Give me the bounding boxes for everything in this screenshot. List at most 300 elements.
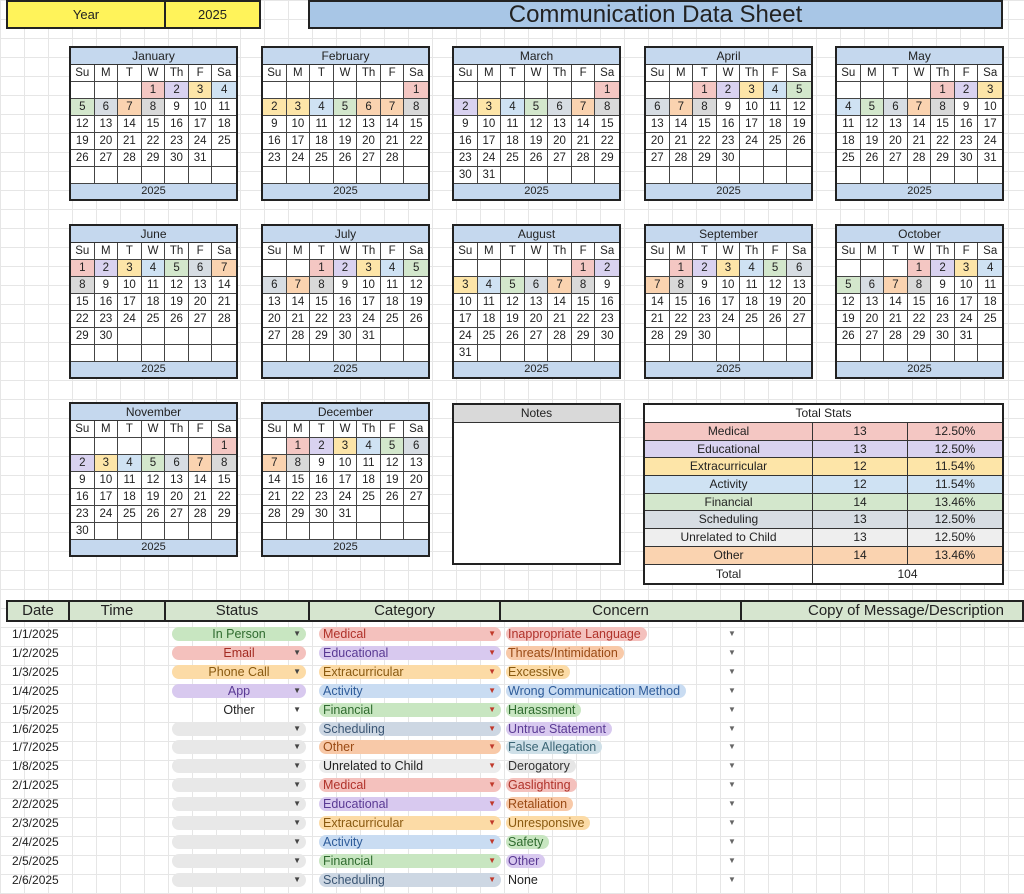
day-cell[interactable]: 24: [357, 311, 381, 328]
day-cell[interactable]: 19: [142, 489, 166, 506]
day-cell[interactable]: 9: [717, 99, 741, 116]
day-cell[interactable]: 28: [548, 328, 572, 345]
day-cell[interactable]: 10: [478, 116, 502, 133]
day-cell[interactable]: 5: [525, 99, 549, 116]
day-cell[interactable]: 2: [95, 260, 119, 277]
day-cell[interactable]: 18: [310, 133, 334, 150]
category-dropdown[interactable]: [319, 778, 501, 792]
day-cell[interactable]: 12: [71, 116, 95, 133]
day-cell[interactable]: 29: [310, 328, 334, 345]
col-concern-header[interactable]: Concern: [499, 600, 742, 622]
day-cell[interactable]: 3: [357, 260, 381, 277]
day-cell[interactable]: 11: [837, 116, 861, 133]
year-label-cell[interactable]: [6, 0, 166, 29]
day-cell[interactable]: 30: [717, 150, 741, 167]
date-cell[interactable]: 2/5/2025: [12, 853, 59, 868]
day-cell[interactable]: 5: [837, 277, 861, 294]
day-cell[interactable]: 2: [310, 438, 334, 455]
day-cell[interactable]: 9: [263, 116, 287, 133]
day-cell[interactable]: 26: [861, 150, 885, 167]
day-cell[interactable]: 8: [212, 455, 236, 472]
day-cell[interactable]: 13: [95, 116, 119, 133]
day-cell[interactable]: 11: [310, 116, 334, 133]
day-cell[interactable]: 15: [595, 116, 619, 133]
concern-chip[interactable]: None: [508, 872, 538, 887]
date-cell[interactable]: 2/2/2025: [12, 797, 59, 812]
dropdown-arrow-icon[interactable]: ▼: [293, 780, 301, 790]
day-cell[interactable]: 15: [908, 294, 932, 311]
day-cell[interactable]: 15: [931, 116, 955, 133]
day-cell[interactable]: 30: [931, 328, 955, 345]
status-dropdown[interactable]: [172, 816, 306, 830]
day-cell[interactable]: 6: [548, 99, 572, 116]
dropdown-arrow-icon[interactable]: ▼: [293, 647, 301, 657]
day-cell[interactable]: 11: [118, 472, 142, 489]
day-cell[interactable]: 31: [454, 345, 478, 362]
dropdown-arrow-icon[interactable]: ▼: [488, 780, 496, 790]
day-cell[interactable]: 18: [837, 133, 861, 150]
day-cell[interactable]: 12: [404, 277, 428, 294]
day-cell[interactable]: 7: [548, 277, 572, 294]
day-cell[interactable]: 30: [595, 328, 619, 345]
status-dropdown[interactable]: [172, 740, 306, 754]
day-cell[interactable]: 30: [693, 328, 717, 345]
day-cell[interactable]: 27: [884, 150, 908, 167]
day-cell[interactable]: 17: [454, 311, 478, 328]
concern-chip[interactable]: Wrong Communication Method: [506, 684, 686, 698]
day-cell[interactable]: 30: [310, 506, 334, 523]
day-cell[interactable]: 16: [71, 489, 95, 506]
col-status-header[interactable]: Status: [164, 600, 310, 622]
day-cell[interactable]: 24: [454, 328, 478, 345]
day-cell[interactable]: 7: [908, 99, 932, 116]
day-cell[interactable]: 1: [908, 260, 932, 277]
concern-chip[interactable]: Retaliation: [506, 797, 573, 811]
day-cell[interactable]: 18: [118, 489, 142, 506]
date-cell[interactable]: 1/2/2025: [12, 645, 59, 660]
day-cell[interactable]: 4: [740, 260, 764, 277]
day-cell[interactable]: 2: [71, 455, 95, 472]
day-cell[interactable]: 17: [334, 472, 358, 489]
day-cell[interactable]: 22: [670, 311, 694, 328]
dropdown-arrow-icon[interactable]: ▼: [293, 742, 301, 752]
dropdown-arrow-icon[interactable]: ▼: [293, 761, 301, 771]
dropdown-arrow-icon[interactable]: ▼: [488, 799, 496, 809]
day-cell[interactable]: 28: [118, 150, 142, 167]
day-cell[interactable]: 8: [693, 99, 717, 116]
day-cell[interactable]: 6: [787, 260, 811, 277]
day-cell[interactable]: 29: [908, 328, 932, 345]
day-cell[interactable]: 20: [263, 311, 287, 328]
day-cell[interactable]: 3: [978, 82, 1002, 99]
dropdown-arrow-icon[interactable]: ▼: [293, 818, 301, 827]
dropdown-arrow-icon[interactable]: ▼: [728, 647, 736, 657]
day-cell[interactable]: 7: [646, 277, 670, 294]
day-cell[interactable]: 20: [548, 133, 572, 150]
dropdown-arrow-icon[interactable]: ▼: [293, 666, 301, 676]
day-cell[interactable]: 14: [572, 116, 596, 133]
day-cell[interactable]: 26: [334, 150, 358, 167]
day-cell[interactable]: 13: [646, 116, 670, 133]
day-cell[interactable]: 21: [548, 311, 572, 328]
day-cell[interactable]: 29: [670, 328, 694, 345]
day-cell[interactable]: 16: [95, 294, 119, 311]
day-cell[interactable]: 13: [787, 277, 811, 294]
dropdown-arrow-icon[interactable]: ▼: [488, 874, 496, 884]
day-cell[interactable]: 20: [884, 133, 908, 150]
day-cell[interactable]: 18: [978, 294, 1002, 311]
dropdown-arrow-icon[interactable]: ▼: [293, 836, 301, 846]
date-cell[interactable]: 1/6/2025: [12, 721, 59, 736]
concern-chip[interactable]: Other: [506, 854, 545, 868]
day-cell[interactable]: 17: [740, 116, 764, 133]
status-dropdown[interactable]: [172, 854, 306, 868]
day-cell[interactable]: 20: [787, 294, 811, 311]
date-cell[interactable]: 2/3/2025: [12, 816, 59, 830]
day-cell[interactable]: 4: [381, 260, 405, 277]
day-cell[interactable]: 15: [212, 472, 236, 489]
day-cell[interactable]: 30: [165, 150, 189, 167]
day-cell[interactable]: 8: [142, 99, 166, 116]
day-cell[interactable]: 28: [263, 506, 287, 523]
day-cell[interactable]: 16: [717, 116, 741, 133]
day-cell[interactable]: 10: [717, 277, 741, 294]
status-dropdown[interactable]: [172, 797, 306, 811]
day-cell[interactable]: 9: [454, 116, 478, 133]
day-cell[interactable]: 16: [334, 294, 358, 311]
dropdown-arrow-icon[interactable]: ▼: [728, 629, 736, 638]
day-cell[interactable]: 20: [646, 133, 670, 150]
day-cell[interactable]: 11: [381, 277, 405, 294]
day-cell[interactable]: 7: [189, 455, 213, 472]
day-cell[interactable]: 14: [670, 116, 694, 133]
day-cell[interactable]: 12: [764, 277, 788, 294]
day-cell[interactable]: 9: [693, 277, 717, 294]
day-cell[interactable]: 24: [95, 506, 119, 523]
day-cell[interactable]: 11: [978, 277, 1002, 294]
status-dropdown[interactable]: [172, 873, 306, 887]
dropdown-arrow-icon[interactable]: ▼: [728, 836, 736, 846]
day-cell[interactable]: 2: [931, 260, 955, 277]
day-cell[interactable]: 14: [908, 116, 932, 133]
day-cell[interactable]: 1: [693, 82, 717, 99]
category-dropdown[interactable]: [319, 684, 501, 698]
concern-chip[interactable]: False Allegation: [506, 740, 602, 754]
day-cell[interactable]: 12: [381, 455, 405, 472]
day-cell[interactable]: 31: [478, 167, 502, 184]
day-cell[interactable]: 31: [357, 328, 381, 345]
day-cell[interactable]: 24: [717, 311, 741, 328]
date-cell[interactable]: 2/4/2025: [12, 834, 59, 849]
col-date-header[interactable]: Date: [6, 600, 70, 622]
day-cell[interactable]: 19: [837, 311, 861, 328]
day-cell[interactable]: 6: [884, 99, 908, 116]
day-cell[interactable]: 13: [263, 294, 287, 311]
day-cell[interactable]: 12: [787, 99, 811, 116]
day-cell[interactable]: 7: [287, 277, 311, 294]
category-dropdown[interactable]: [319, 854, 501, 868]
day-cell[interactable]: 21: [118, 133, 142, 150]
day-cell[interactable]: 21: [572, 133, 596, 150]
col-time-header[interactable]: Time: [68, 600, 166, 622]
day-cell[interactable]: 13: [525, 294, 549, 311]
category-dropdown[interactable]: [319, 797, 501, 811]
dropdown-arrow-icon[interactable]: ▼: [488, 685, 496, 695]
day-cell[interactable]: 12: [142, 472, 166, 489]
concern-chip[interactable]: Inappropriate Language: [506, 627, 647, 641]
day-cell[interactable]: 1: [71, 260, 95, 277]
day-cell[interactable]: 6: [404, 438, 428, 455]
day-cell[interactable]: 6: [357, 99, 381, 116]
dropdown-arrow-icon[interactable]: ▼: [293, 704, 301, 714]
day-cell[interactable]: 24: [118, 311, 142, 328]
category-dropdown[interactable]: [319, 759, 501, 773]
dropdown-arrow-icon[interactable]: ▼: [728, 874, 736, 884]
day-cell[interactable]: 21: [263, 489, 287, 506]
day-cell[interactable]: 21: [884, 311, 908, 328]
day-cell[interactable]: 9: [334, 277, 358, 294]
day-cell[interactable]: 29: [572, 328, 596, 345]
day-cell[interactable]: 17: [95, 489, 119, 506]
day-cell[interactable]: 31: [978, 150, 1002, 167]
day-cell[interactable]: 24: [287, 150, 311, 167]
day-cell[interactable]: 7: [381, 99, 405, 116]
day-cell[interactable]: 22: [71, 311, 95, 328]
day-cell[interactable]: 8: [908, 277, 932, 294]
day-cell[interactable]: 21: [381, 133, 405, 150]
day-cell[interactable]: 29: [212, 506, 236, 523]
day-cell[interactable]: 3: [287, 99, 311, 116]
day-cell[interactable]: 26: [165, 311, 189, 328]
date-cell[interactable]: 1/7/2025: [12, 740, 59, 755]
day-cell[interactable]: 3: [955, 260, 979, 277]
dropdown-arrow-icon[interactable]: ▼: [728, 742, 736, 752]
day-cell[interactable]: 10: [357, 277, 381, 294]
day-cell[interactable]: 28: [212, 311, 236, 328]
day-cell[interactable]: 19: [165, 294, 189, 311]
day-cell[interactable]: 3: [189, 82, 213, 99]
day-cell[interactable]: 7: [884, 277, 908, 294]
day-cell[interactable]: 9: [931, 277, 955, 294]
dropdown-arrow-icon[interactable]: ▼: [728, 780, 736, 790]
day-cell[interactable]: 25: [310, 150, 334, 167]
dropdown-arrow-icon[interactable]: ▼: [728, 855, 736, 865]
day-cell[interactable]: 5: [861, 99, 885, 116]
day-cell[interactable]: 22: [908, 311, 932, 328]
day-cell[interactable]: 26: [837, 328, 861, 345]
day-cell[interactable]: 6: [861, 277, 885, 294]
status-dropdown[interactable]: [172, 627, 306, 641]
day-cell[interactable]: 15: [670, 294, 694, 311]
day-cell[interactable]: 12: [837, 294, 861, 311]
category-dropdown[interactable]: [319, 740, 501, 754]
category-dropdown[interactable]: [319, 816, 501, 830]
day-cell[interactable]: 2: [955, 82, 979, 99]
day-cell[interactable]: 11: [740, 277, 764, 294]
day-cell[interactable]: 12: [165, 277, 189, 294]
dropdown-arrow-icon[interactable]: ▼: [488, 723, 496, 733]
day-cell[interactable]: 28: [646, 328, 670, 345]
day-cell[interactable]: 22: [404, 133, 428, 150]
day-cell[interactable]: 25: [837, 150, 861, 167]
day-cell[interactable]: 23: [931, 311, 955, 328]
day-cell[interactable]: 6: [189, 260, 213, 277]
day-cell[interactable]: 9: [595, 277, 619, 294]
day-cell[interactable]: 5: [165, 260, 189, 277]
day-cell[interactable]: 18: [142, 294, 166, 311]
day-cell[interactable]: 4: [212, 82, 236, 99]
day-cell[interactable]: 28: [670, 150, 694, 167]
day-cell[interactable]: 12: [334, 116, 358, 133]
day-cell[interactable]: 15: [142, 116, 166, 133]
date-cell[interactable]: 2/1/2025: [12, 778, 59, 793]
day-cell[interactable]: 18: [740, 294, 764, 311]
dropdown-arrow-icon[interactable]: ▼: [728, 685, 736, 695]
day-cell[interactable]: 1: [404, 82, 428, 99]
day-cell[interactable]: 20: [189, 294, 213, 311]
day-cell[interactable]: 9: [165, 99, 189, 116]
day-cell[interactable]: 24: [334, 489, 358, 506]
day-cell[interactable]: 11: [501, 116, 525, 133]
day-cell[interactable]: 10: [334, 455, 358, 472]
day-cell[interactable]: 5: [764, 260, 788, 277]
day-cell[interactable]: 20: [404, 472, 428, 489]
day-cell[interactable]: 1: [595, 82, 619, 99]
day-cell[interactable]: 5: [142, 455, 166, 472]
day-cell[interactable]: 6: [263, 277, 287, 294]
day-cell[interactable]: 12: [525, 116, 549, 133]
day-cell[interactable]: 2: [595, 260, 619, 277]
day-cell[interactable]: 21: [212, 294, 236, 311]
dropdown-arrow-icon[interactable]: ▼: [293, 685, 301, 695]
dropdown-arrow-icon[interactable]: ▼: [293, 855, 301, 865]
status-dropdown[interactable]: [172, 684, 306, 698]
day-cell[interactable]: 22: [287, 489, 311, 506]
day-cell[interactable]: 12: [501, 294, 525, 311]
day-cell[interactable]: 27: [548, 150, 572, 167]
day-cell[interactable]: 3: [740, 82, 764, 99]
dropdown-arrow-icon[interactable]: ▼: [488, 836, 496, 846]
day-cell[interactable]: 27: [404, 489, 428, 506]
day-cell[interactable]: 10: [955, 277, 979, 294]
day-cell[interactable]: 19: [764, 294, 788, 311]
day-cell[interactable]: 31: [955, 328, 979, 345]
day-cell[interactable]: 1: [212, 438, 236, 455]
date-cell[interactable]: 2/6/2025: [12, 872, 59, 887]
day-cell[interactable]: 22: [310, 311, 334, 328]
day-cell[interactable]: 6: [95, 99, 119, 116]
day-cell[interactable]: 23: [595, 311, 619, 328]
day-cell[interactable]: 2: [263, 99, 287, 116]
day-cell[interactable]: 1: [142, 82, 166, 99]
dropdown-arrow-icon[interactable]: ▼: [488, 761, 496, 771]
day-cell[interactable]: 15: [287, 472, 311, 489]
day-cell[interactable]: 4: [478, 277, 502, 294]
day-cell[interactable]: 27: [787, 311, 811, 328]
day-cell[interactable]: 14: [189, 472, 213, 489]
day-cell[interactable]: 15: [404, 116, 428, 133]
day-cell[interactable]: 22: [142, 133, 166, 150]
date-cell[interactable]: 1/4/2025: [12, 683, 59, 698]
dropdown-arrow-icon[interactable]: ▼: [728, 704, 736, 714]
category-dropdown[interactable]: [319, 873, 501, 887]
day-cell[interactable]: 30: [95, 328, 119, 345]
day-cell[interactable]: 3: [118, 260, 142, 277]
day-cell[interactable]: 1: [572, 260, 596, 277]
day-cell[interactable]: 28: [572, 150, 596, 167]
dropdown-arrow-icon[interactable]: ▼: [728, 723, 736, 733]
day-cell[interactable]: 25: [501, 150, 525, 167]
day-cell[interactable]: 16: [263, 133, 287, 150]
day-cell[interactable]: 10: [95, 472, 119, 489]
day-cell[interactable]: 7: [263, 455, 287, 472]
day-cell[interactable]: 19: [381, 472, 405, 489]
day-cell[interactable]: 17: [717, 294, 741, 311]
day-cell[interactable]: 28: [884, 328, 908, 345]
concern-chip[interactable]: Unresponsive: [506, 816, 590, 830]
day-cell[interactable]: 9: [71, 472, 95, 489]
day-cell[interactable]: 8: [595, 99, 619, 116]
day-cell[interactable]: 7: [670, 99, 694, 116]
day-cell[interactable]: 21: [908, 133, 932, 150]
day-cell[interactable]: 14: [263, 472, 287, 489]
day-cell[interactable]: 4: [501, 99, 525, 116]
day-cell[interactable]: 23: [165, 133, 189, 150]
day-cell[interactable]: 15: [572, 294, 596, 311]
day-cell[interactable]: 2: [693, 260, 717, 277]
day-cell[interactable]: 7: [118, 99, 142, 116]
day-cell[interactable]: 23: [693, 311, 717, 328]
day-cell[interactable]: 13: [861, 294, 885, 311]
status-dropdown[interactable]: [172, 703, 306, 717]
status-dropdown[interactable]: [172, 665, 306, 679]
day-cell[interactable]: 12: [861, 116, 885, 133]
day-cell[interactable]: 9: [95, 277, 119, 294]
day-cell[interactable]: 26: [525, 150, 549, 167]
day-cell[interactable]: 23: [955, 133, 979, 150]
dropdown-arrow-icon[interactable]: ▼: [293, 874, 301, 884]
day-cell[interactable]: 5: [501, 277, 525, 294]
day-cell[interactable]: 13: [189, 277, 213, 294]
day-cell[interactable]: 27: [861, 328, 885, 345]
day-cell[interactable]: 25: [212, 133, 236, 150]
dropdown-arrow-icon[interactable]: ▼: [488, 742, 496, 752]
day-cell[interactable]: 27: [357, 150, 381, 167]
category-dropdown[interactable]: [319, 722, 501, 736]
day-cell[interactable]: 23: [71, 506, 95, 523]
day-cell[interactable]: 27: [189, 311, 213, 328]
day-cell[interactable]: 21: [646, 311, 670, 328]
day-cell[interactable]: 13: [165, 472, 189, 489]
concern-chip[interactable]: Safety: [506, 835, 549, 849]
dropdown-arrow-icon[interactable]: ▼: [728, 761, 736, 771]
day-cell[interactable]: 7: [212, 260, 236, 277]
day-cell[interactable]: 18: [478, 311, 502, 328]
day-cell[interactable]: 14: [548, 294, 572, 311]
day-cell[interactable]: 6: [525, 277, 549, 294]
day-cell[interactable]: 6: [646, 99, 670, 116]
day-cell[interactable]: 17: [118, 294, 142, 311]
day-cell[interactable]: 17: [287, 133, 311, 150]
day-cell[interactable]: 20: [165, 489, 189, 506]
day-cell[interactable]: 10: [740, 99, 764, 116]
day-cell[interactable]: 23: [454, 150, 478, 167]
day-cell[interactable]: 8: [310, 277, 334, 294]
day-cell[interactable]: 21: [189, 489, 213, 506]
day-cell[interactable]: 2: [165, 82, 189, 99]
day-cell[interactable]: 3: [478, 99, 502, 116]
day-cell[interactable]: 5: [404, 260, 428, 277]
